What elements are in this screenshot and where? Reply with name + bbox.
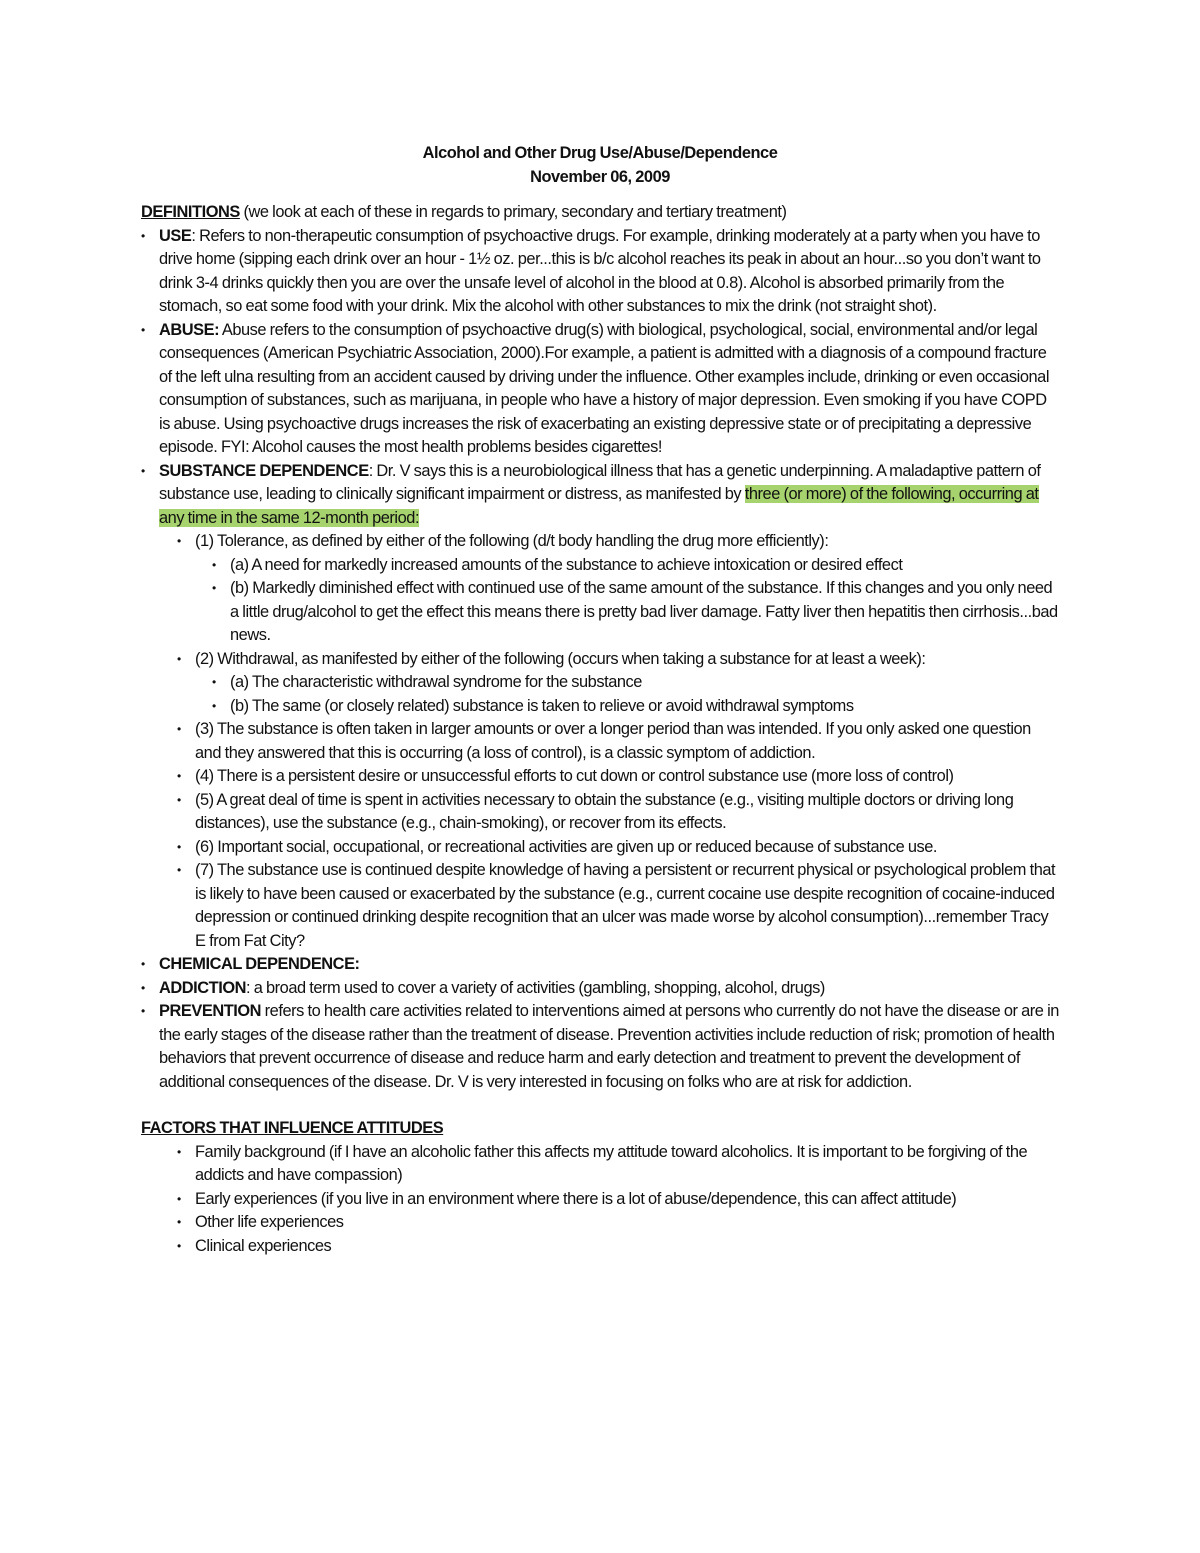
- definition-use-text: : Refers to non-therapeutic consumption of psychoactive drugs. For example, drinking moderately at a party when you have to drive home (sipping each drink over an hour - 1½ oz. per...this is b/c alcohol reaches its peak in about an hour...so you don’t want to drink 3-4 drinks quickly then you are over the unsafe level of alcohol in the blood at 0.8). Alcohol is absorbed primarily from the stomach, so eat some food with your drink. Mix the alcohol with other substances to mix the drink (not straight shot).: [159, 226, 1041, 315]
- document-date: November 06, 2009: [530, 167, 670, 186]
- factor-item: • Early experiences (if you live in an environment where there is a lot of abuse/dependence, this can affect attitude): [195, 1188, 1059, 1212]
- definition-abuse: [159, 319, 1059, 460]
- criterion-text: (a) A need for markedly increased amounts of the substance to achieve intoxication or desired effect: [230, 555, 903, 574]
- criterion-text: (b) The same (or closely related) substance is taken to relieve or avoid withdrawal symptoms: [230, 696, 854, 715]
- criterion-6: [195, 836, 1059, 860]
- definition-addiction-text: : a broad term used to cover a variety of activities (gambling, shopping, alcohol, drugs): [246, 978, 825, 997]
- factors-list: [141, 1141, 1059, 1259]
- criterion-7: [195, 859, 1059, 953]
- criterion-1a: [230, 554, 1059, 578]
- definition-chemical-dependence: [159, 953, 1059, 977]
- criterion-text: (7) The substance use is continued despite knowledge of having a persistent or recurrent physical or psychological problem that is likely to have been caused or exacerbated by the substance (e.g., current cocaine use despite recognition of cocaine-induced depression or continued drinking despite recognition that an ulcer was made worse by alcohol consumption)...remember Tracy E from Fat City?: [195, 861, 1056, 950]
- document: [141, 142, 1059, 1258]
- criterion-1-sublist: [195, 554, 1059, 648]
- definition-use: [159, 225, 1059, 319]
- criterion-2: [195, 648, 1059, 719]
- criterion-text: (2) Withdrawal, as manifested by either of the following (occurs when taking a substance for at least a week):: [195, 649, 926, 668]
- factor-item: • Other life experiences: [195, 1211, 1059, 1235]
- term-prevention: PREVENTION: [159, 1002, 262, 1020]
- factor-item: • Family background (if I have an alcoholic father this affects my attitude toward alcoholics. It is important to be forgiving of the addicts and have compassion): [195, 1141, 1059, 1188]
- definition-substance-dependence: [159, 460, 1059, 954]
- criterion-1b: [230, 577, 1059, 648]
- term-addiction: ADDICTION: [159, 978, 247, 997]
- criterion-5: [195, 789, 1059, 836]
- definition-prevention: [159, 1000, 1059, 1094]
- criterion-text: (4) There is a persistent desire or unsuccessful efforts to cut down or control substance use (more loss of control): [195, 767, 954, 785]
- document-title: Alcohol and Other Drug Use/Abuse/Dependence: [422, 144, 778, 162]
- section-spacer: [141, 1094, 1059, 1117]
- criterion-text: (6) Important social, occupational, or recreational activities are given up or reduced because of substance use.: [195, 837, 938, 856]
- factors-heading: FACTORS THAT INFLUENCE ATTITUDES: [141, 1119, 444, 1137]
- criterion-2-sublist: [195, 671, 1059, 718]
- factor-item: • Clinical experiences: [195, 1235, 1059, 1259]
- definition-abuse-text: Abuse refers to the consumption of psychoactive drug(s) with biological, psychological, social, environmental and/or legal consequences (American Psychiatric Association, 2000).For example, a patient is admitted with a diagnosis of a compound fracture of the left ulna resulting from an accident caused by driving under the influence. Other examples include, drinking or even occasional consumption of substances, such as marijuana, in people who have a history of major depression. Even smoking if you have COPD is abuse. Using psychoactive drugs increases the risk of exacerbating an existing depressive state or of precipitating a depressive episode. FYI: Alcohol causes the most health problems besides cigarettes!: [159, 320, 1050, 456]
- criterion-1: [195, 530, 1059, 648]
- criterion-text: (3) The substance is often taken in larger amounts or over a longer period than was intended. If you only asked one question and they answered that this is occurring (a loss of control), is a classic symptom of addiction.: [195, 720, 1031, 762]
- criterion-text: (b) Markedly diminished effect with continued use of the same amount of the substance. If this changes and you only need a little drug/alcohol to get the effect this means there is pretty bad liver damage. Fatty liver then hepatitis then cirrhosis...bad news.: [230, 579, 1058, 644]
- definition-addiction: [159, 977, 1059, 1001]
- criterion-text: (5) A great deal of time is spent in activities necessary to obtain the substance (e.g., visiting multiple doctors or driving long distances), use the substance (e.g., chain-smoking), or recover from its effects.: [195, 790, 1014, 832]
- criterion-4: [195, 765, 1059, 789]
- term-abuse: ABUSE:: [159, 320, 220, 339]
- criterion-2a: [230, 671, 1059, 695]
- term-substance-dependence: SUBSTANCE DEPENDENCE: [159, 461, 369, 480]
- criterion-2b: [230, 695, 1059, 719]
- definition-substance-dependence-text: : Dr. V says this is a neurobiological illness that has a genetic underpinning. A maladaptive pattern of substance use, leading to clinically significant impairment or distress, as manifested by: [159, 461, 1041, 503]
- criterion-text: (a) The characteristic withdrawal syndrome for the substance: [230, 673, 642, 691]
- definition-prevention-text: refers to health care activities related to interventions aimed at persons who currently do not have the disease or are in the early stages of the disease rather than the treatment of disease. Prevention activities include reduction of risk; promotion of health behaviors that prevent occurrence of disease and reduce harm and early detection and treatment to prevent the development of additional consequences of the disease. Dr. V is very interested in focusing on folks who are at risk for addiction.: [159, 1002, 1059, 1091]
- definitions-header: [141, 201, 1059, 225]
- definitions-list: [141, 225, 1059, 1095]
- term-chemical-dependence: CHEMICAL DEPENDENCE:: [159, 955, 360, 973]
- criterion-text: (1) Tolerance, as defined by either of the following (d/t body handling the drug more efficiently):: [195, 532, 829, 550]
- definitions-heading: DEFINITIONS: [141, 203, 240, 221]
- criterion-3: [195, 718, 1059, 765]
- criteria-list: [159, 530, 1059, 953]
- highlighted-text: three (or more) of the following, occurring at any time in the same 12-month period:: [159, 485, 1039, 527]
- definitions-intro: (we look at each of these in regards to primary, secondary and tertiary treatment): [239, 203, 787, 221]
- term-use: USE: [159, 226, 192, 245]
